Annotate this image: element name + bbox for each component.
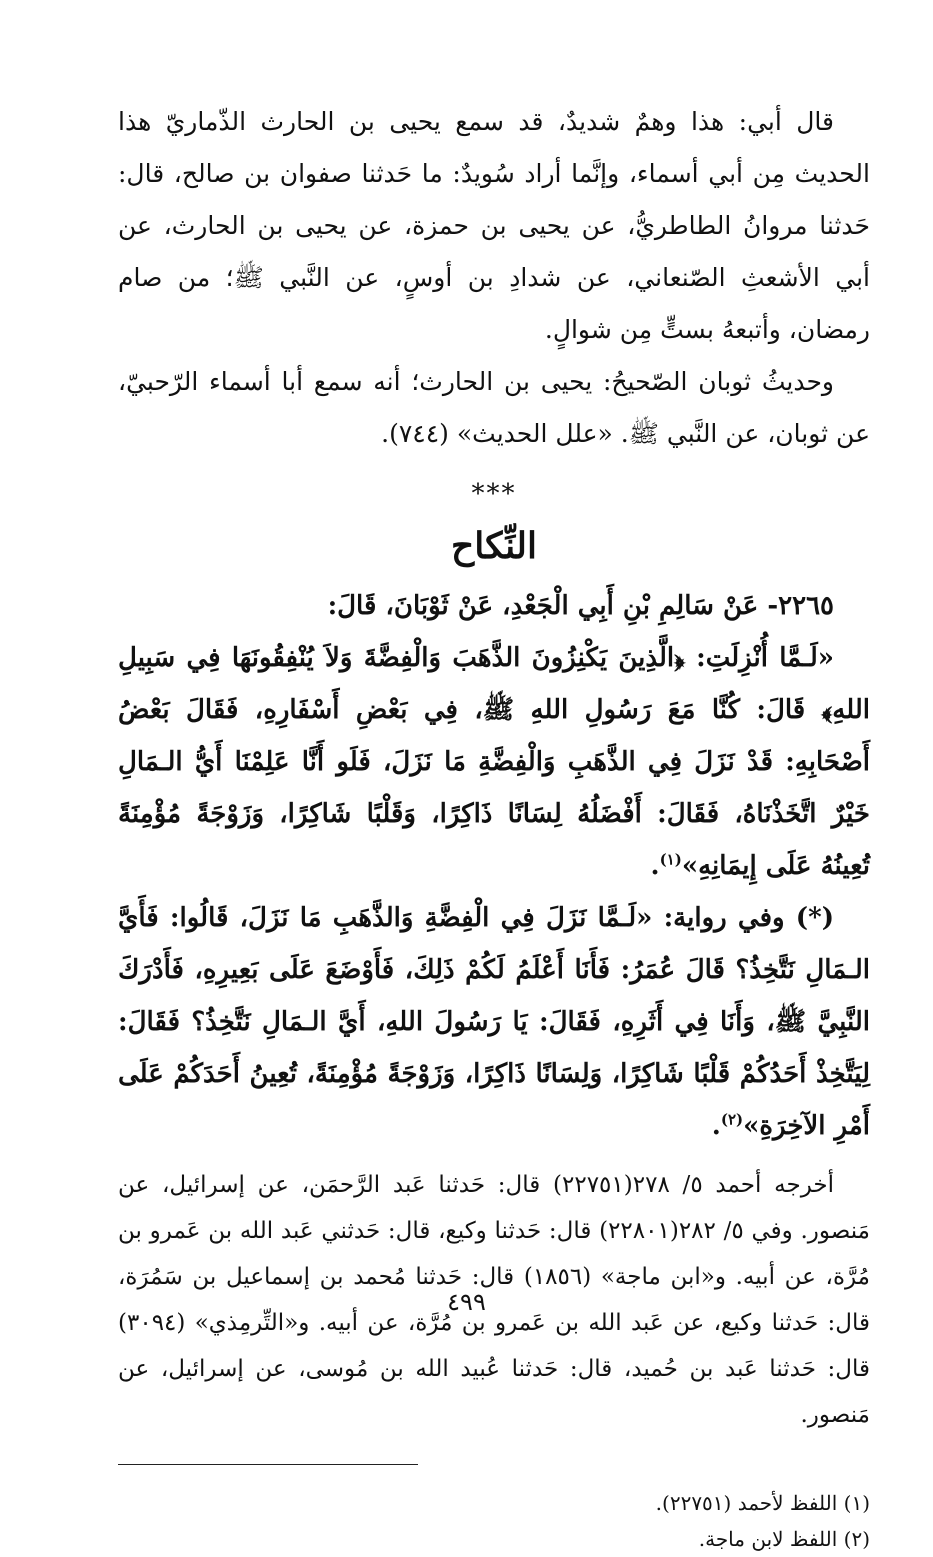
- footnote-divider: [118, 1464, 418, 1465]
- takhrij-paragraph: أخرجه أحمد ٥/ ٢٧٨(٢٢٧٥١) قال: حَدثنا عَبد الرَّحمَن، عن إسرائيل، عن مَنصور. وفي ٥/ ٢٨٢(٢٢٨٠١) قال: حَدثنا وكيع، قال: حَدثني عَبد الله بن عَمرو بن مُرَّة، عن أبيه. و«ابن ماجة» (١٨٥٦) قال: حَدثنا مُحمد بن إسماعيل بن سَمُرَة، قال: حَدثنا وكيع، عن عَبد الله بن عَمرو بن مُرَّة، عن أبيه. و«التِّرمِذي» (٣٠٩٤) قال: حَدثنا عَبد بن حُميد، قال: حَدثنا عُبيد الله بن مُوسى، عن إسرائيل، عن مَنصور.: [118, 1172, 871, 1428]
- hadith-header: ٢٢٦٥- عَنْ سَالِمِ بْنِ أَبِي الْجَعْدِ، عَنْ ثَوْبَانَ، قَالَ:: [327, 591, 834, 621]
- footnote-1: (١) اللفظ لأحمد (٢٢٧٥١).: [655, 1491, 870, 1515]
- section-separator: ***: [471, 479, 517, 509]
- riwaya-end: .: [711, 1111, 721, 1141]
- hadith-end: .: [650, 851, 660, 881]
- riwaya-body: (*) وفي رواية: «لَـمَّا نَزَلَ فِي الْفِضَّةِ وَالذَّهَبِ مَا نَزَلَ، قَالُوا: فَأَيَّ الـمَالِ نَتَّخِذُ؟ قَالَ عُمَرُ: فَأَنَا أَعْلَمُ لَكُمْ ذَلِكَ، فَأَوْضَعَ عَلَى بَعِيرِهِ، فَأَدْرَكَ النَّبِيَّ ﷺ، وَأَنَا فِي أَثَرِهِ، فَقَالَ: يَا رَسُولَ اللهِ، أَيَّ الـمَالِ نَتَّخِذُ؟ فَقَالَ: لِيَتَّخِذْ أَحَدُكُمْ قَلْبًا شَاكِرًا، وَلِسَانًا ذَاكِرًا، وَزَوْجَةً مُؤْمِنَةً، تُعِينُ أَحَدَكُمْ عَلَى أَمْرِ الآخِرَةِ»: [118, 903, 870, 1141]
- footnote-2: (٢) اللفظ لابن ماجة.: [698, 1527, 870, 1551]
- page-body: [118, 96, 870, 1557]
- hadith-body: «لَـمَّا أُنْزِلَتِ: ﴿الَّذِينَ يَكْنِزُونَ الذَّهَبَ وَالْفِضَّةَ وَلاَ يُنْفِقُونَهَا فِي سَبِيلِ اللهِ﴾ قَالَ: كُنَّا مَعَ رَسُولِ اللهِ ﷺ، فِي بَعْضِ أَسْفَارِهِ، فَقَالَ بَعْضُ أَصْحَابِهِ: قَدْ نَزَلَ فِي الذَّهَبِ وَالْفِضَّةِ مَا نَزَلَ، فَلَو أَنَّا عَلِمْنَا أَيُّ الـمَالِ خَيْرٌ اتَّخَذْنَاهُ، فَقَالَ: أَفْضَلُهُ لِسَانًا ذَاكِرًا، وَقَلْبًا شَاكِرًا، وَزَوْجَةً مُؤْمِنَةً تُعِينُهُ عَلَى إِيمَانِهِ»: [118, 643, 870, 881]
- footnote-ref-1: (١): [659, 850, 682, 869]
- footnote-ref-2: (٢): [720, 1110, 744, 1129]
- section-title: النِّكاح: [451, 525, 537, 567]
- page-number: ٤٩٩: [447, 1288, 486, 1316]
- intro-paragraph-1: قال أبي: هذا وهمٌ شديدٌ، قد سمع يحيى بن الحارث الذّماريّ هذا الحديث مِن أبي أسماء، وإنَّما أراد سُويدٌ: ما حَدثنا صفوان بن صالح، قال: حَدثنا مروانُ الطاطريُّ، عن يحيى بن حمزة، عن يحيى بن الحارث، عن أبي الأشعثِ الصّنعاني، عن شدادِ بن أوسٍ، عن النَّبي ﷺ؛ من صام رمضان، وأتبعهُ بستٍّ مِن شوالٍ.: [118, 107, 870, 344]
- hadith-text: [118, 632, 870, 892]
- intro-paragraph-2: وحديثُ ثوبان الصّحيحُ: يحيى بن الحارث؛ أنه سمع أبا أسماء الرّحبيّ، عن ثوبان، عن النَّبي ﷺ. «علل الحديث» (٧٤٤).: [118, 367, 870, 448]
- hadith-riwaya: [118, 892, 870, 1152]
